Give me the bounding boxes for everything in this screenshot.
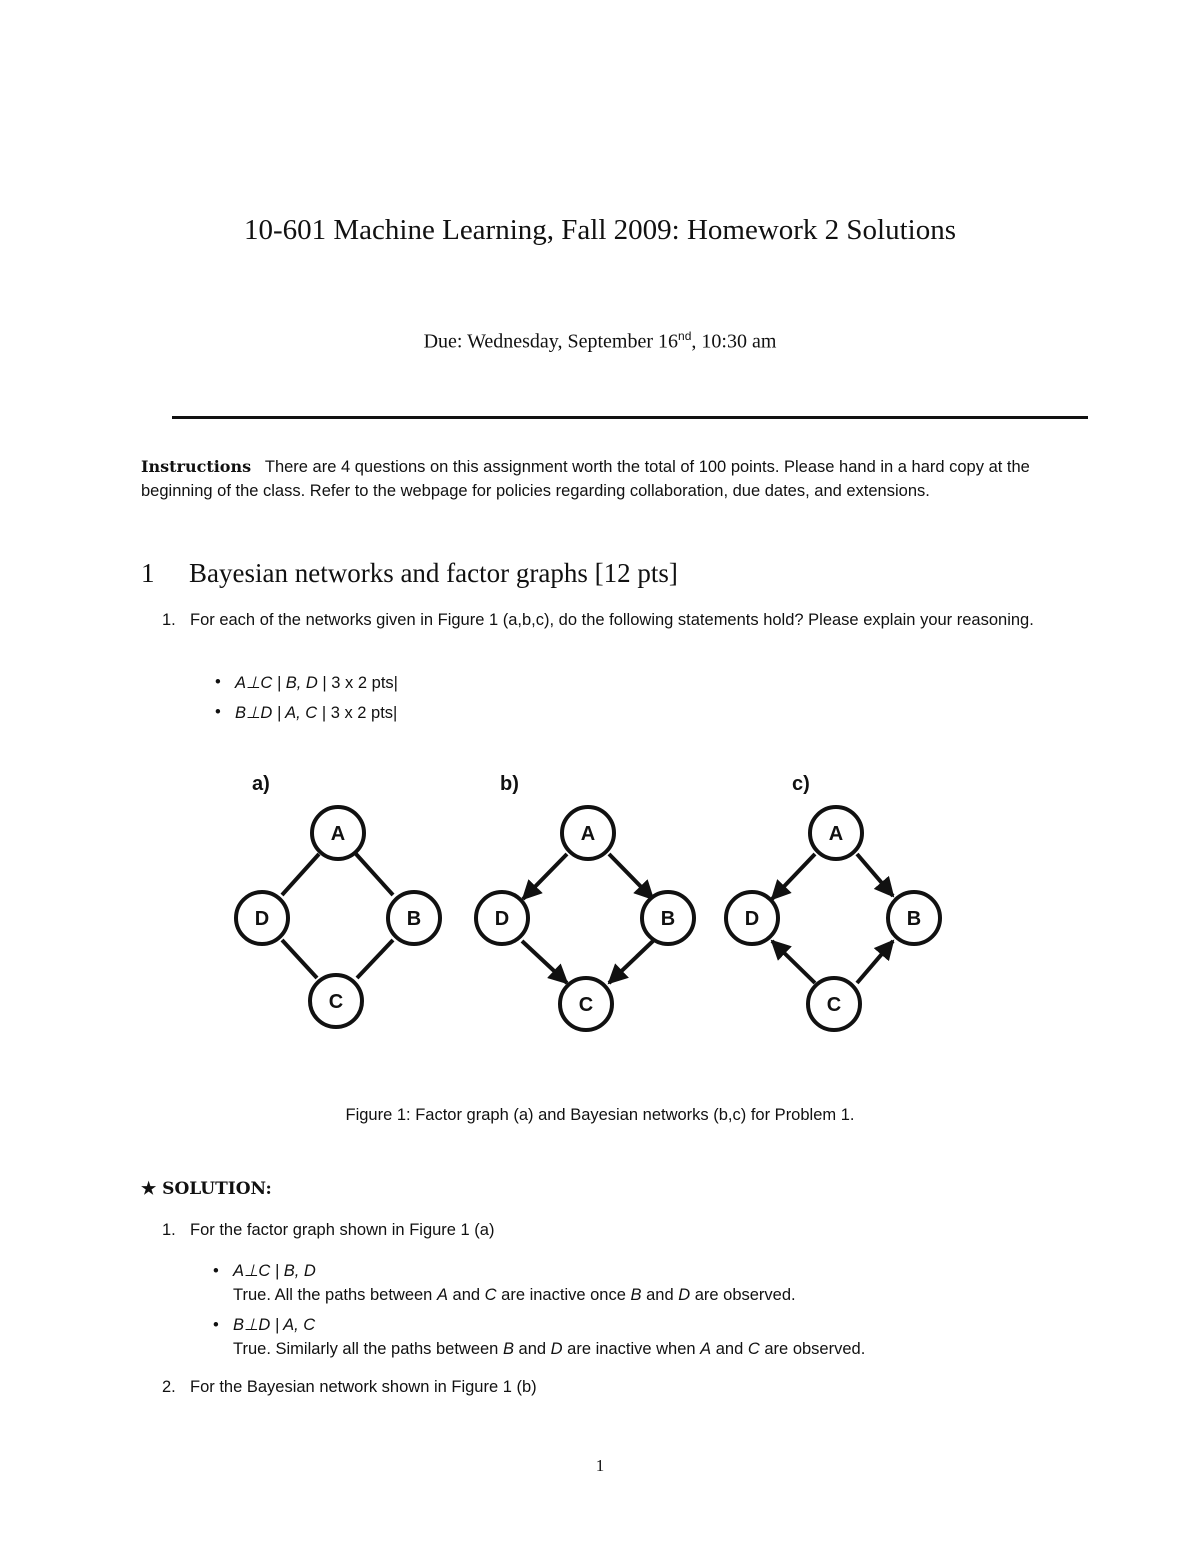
edge-a-bc [357, 940, 393, 978]
edge-c-cb [857, 941, 893, 983]
solution-heading [141, 1179, 272, 1199]
figure-caption: Figure 1: Factor graph (a) and Bayesian networks (b,c) for Problem 1. [345, 1106, 855, 1124]
solution-bullet-text: True. Similarly all the paths between B and D are inactive when A and C are observed. [233, 1340, 866, 1358]
question-number: 1. [162, 611, 176, 629]
solution-item-text: For the factor graph shown in Figure 1 (a) [190, 1221, 495, 1239]
solution-bullet [213, 1259, 796, 1307]
node-label-B: B [906, 908, 922, 930]
node-label-D: D [494, 908, 510, 930]
due-prefix: Due: Wednesday, September 16 [423, 330, 679, 353]
section-title: Bayesian networks and factor graphs [12 pts] [189, 558, 678, 588]
edge-c-cd [772, 941, 815, 983]
instructions-text: There are 4 questions on this assignment worth the total of 100 points. Please hand in a hard copy at the beginning of the class. Refer to the webpage for policies regarding collaboration, due dates, and extensions. [141, 458, 1030, 500]
bullet-dot: • [215, 673, 221, 691]
node-label-A: A [330, 823, 346, 845]
question-item [162, 609, 1070, 633]
bullet-dot: • [215, 703, 221, 721]
due-suffix: , 10:30 am [691, 330, 777, 353]
edge-a-ab [356, 854, 393, 895]
solution-item [162, 1376, 537, 1400]
node-label-C: C [578, 994, 594, 1016]
solution-item-number: 2. [162, 1378, 176, 1396]
node-label-A: A [828, 823, 844, 845]
edge-c-ab [857, 854, 893, 896]
node-label-C: C [826, 994, 842, 1016]
edge-c-ad [772, 854, 815, 899]
solution-item-text: For the Bayesian network shown in Figure 1 (b) [190, 1378, 537, 1396]
solution-item [162, 1219, 495, 1243]
document-title: 10-601 Machine Learning, Fall 2009: Homework 2 Solutions [243, 214, 956, 246]
node-label-B: B [406, 908, 422, 930]
edge-b-dc [522, 941, 567, 983]
instructions-paragraph [141, 455, 1061, 503]
panel-label-c: c) [792, 773, 810, 795]
question-text: For each of the networks given in Figure 1 (a,b,c), do the following statements hold? Please explain your reasoning. [190, 611, 1034, 629]
node-label-A: A [580, 823, 596, 845]
edge-a-dc [282, 940, 317, 978]
bullet-text: | 3 x 2 pts| [317, 704, 398, 722]
instructions-label: Instructions [141, 457, 252, 476]
panel-label-b: b) [500, 773, 519, 795]
solution-label: SOLUTION: [162, 1179, 272, 1199]
star-icon: ★ [141, 1179, 157, 1199]
due-suffix-superscript: nd [678, 329, 692, 343]
question-bullet [215, 673, 398, 693]
section-heading [141, 558, 678, 589]
bullet-dot: • [213, 1262, 219, 1280]
edge-b-ad [523, 854, 567, 899]
page-number: 1 [595, 1456, 605, 1475]
node-label-D: D [254, 908, 270, 930]
question-bullet [215, 703, 398, 723]
bullet-text: | 3 x 2 pts| [317, 674, 398, 692]
solution-item-number: 1. [162, 1221, 176, 1239]
figure-1-graphs [225, 760, 965, 1060]
edge-a-ad [282, 854, 319, 895]
node-label-B: B [660, 908, 676, 930]
edge-b-bc [609, 941, 653, 983]
due-date [0, 329, 1200, 354]
solution-bullet-math: A⊥C | B, D [233, 1262, 316, 1280]
solution-bullet-text: True. All the paths between A and C are inactive once B and D are observed. [233, 1286, 796, 1304]
solution-bullet [213, 1313, 866, 1361]
bullet-math: A⊥C | B, D [235, 674, 318, 692]
horizontal-rule [172, 416, 1088, 419]
section-number: 1 [141, 558, 155, 588]
node-label-D: D [744, 908, 760, 930]
panel-label-a: a) [252, 773, 270, 795]
solution-bullet-math: B⊥D | A, C [233, 1316, 316, 1334]
node-label-C: C [328, 991, 344, 1013]
bullet-math: B⊥D | A, C [235, 704, 318, 722]
bullet-dot: • [213, 1316, 219, 1334]
edge-b-ab [609, 854, 653, 899]
